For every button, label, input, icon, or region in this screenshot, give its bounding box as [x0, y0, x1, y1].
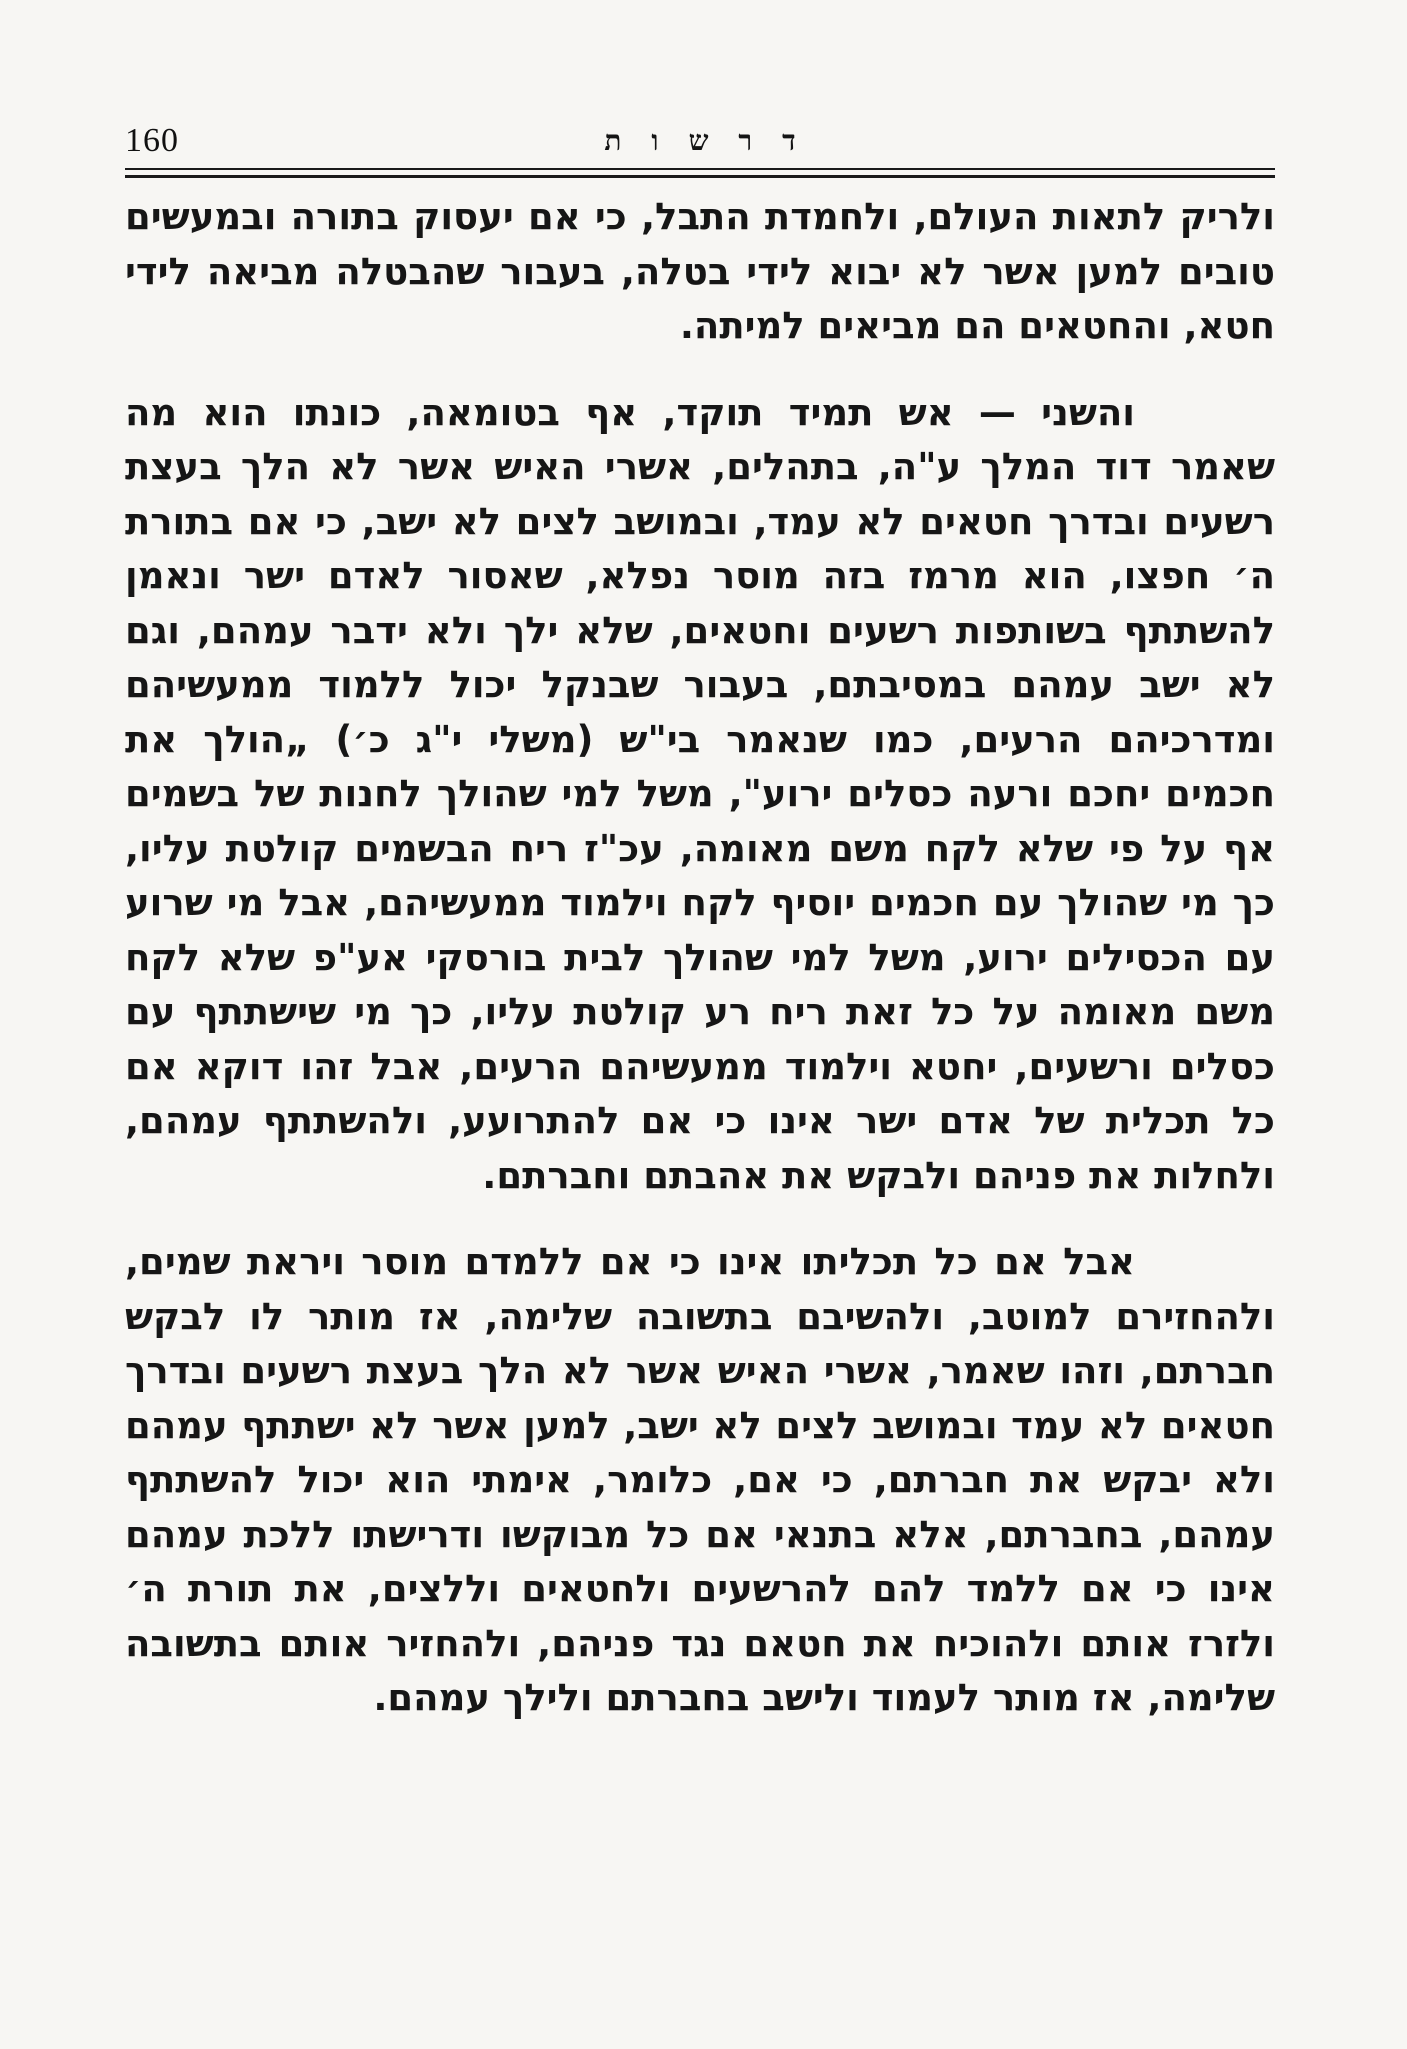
paragraph-2: והשני — אש תמיד תוקד, אף בטומאה, כונתו הוא מה שאמר דוד המלך ע"ה, בתהלים, אשרי האיש אשר לא הלך בעצת רשעים ובדרך חטאים לא עמד, ובמושב לצים לא ישב, כי אם בתורת ה׳ חפצו, הוא מרמז בזה מוסר נפלא, שאסור לאדם ישר ונאמן להשתתף בשותפות רשעים וחטאים, שלא ילך ולא ידבר עמהם, וגם לא ישב עמהם במסיבתם, בעבור שבנקל יכול ללמוד ממעשיהם ומדרכיהם הרעים, כמו שנאמר בי"ש (משלי י"ג כ׳) „הולך את חכמים יחכם ורעה כסלים ירוע", משל למי שהולך לחנות של בשמים אף על פי שלא לקח משם מאומה, עכ"ז ריח הבשמים קולטת עליו, כך מי שהולך עם חכמים יוסיף לקח וילמוד ממעשיהם, אבל מי שרוע עם הכסילים ירוע, משל למי שהולך לבית בורסקי אע"פ שלא לקח משם מאומה על כל זאת ריח רע קולטת עליו, כך מי שישתתף עם כסלים ורשעים, יחטא וילמוד ממעשיהם הרעים, אבל זהו דוקא אם כל תכלית של אדם ישר אינו כי אם להתרועע, ולהשתתף עמהם, ולחלות את פניהם ולבקש את אהבתם וחברתם.: [125, 390, 1275, 1197]
header-rule-thin: [125, 168, 1275, 170]
running-title: דרשות: [604, 124, 826, 157]
paragraph-1: ולריק לתאות העולם, ולחמדת התבל, כי אם יעסוק בתורה ובמעשים טובים למען אשר לא יבוא לידי בטלה, בעבור שהבטלה מביאה לידי חטא, והחטאים הם מביאים למיתה.: [125, 195, 1275, 347]
paragraph-3: אבל אם כל תכליתו אינו כי אם ללמדם מוסר ויראת שמים, ולהחזירם למוטב, ולהשיבם בתשובה שלימה, אז מותר לו לבקש חברתם, וזהו שאמר, אשרי האיש אשר לא הלך בעצת רשעים ובדרך חטאים לא עמד ובמושב לצים לא ישב, למען אשר לא ישתתף עמהם ולא יבקש את חברתם, כי אם, כלומר, אימתי הוא יכול להשתתף עמהם, בחברתם, אלא בתנאי אם כל מבוקשו ודרישתו ללכת עמהם אינו כי אם ללמד להם להרשעים ולחטאים וללצים, את תורת ה׳ ולזרז אותם ולהוכיח את חטאם נגד פניהם, ולהחזיר אותם בתשובה שלימה, אז מותר לעמוד ולישב בחברתם ולילך עמהם.: [125, 1240, 1275, 1719]
header-rule-thick: [125, 175, 1275, 178]
body-text: [125, 190, 1275, 1726]
page-number: 160: [125, 122, 179, 159]
page-header: [125, 118, 1275, 164]
